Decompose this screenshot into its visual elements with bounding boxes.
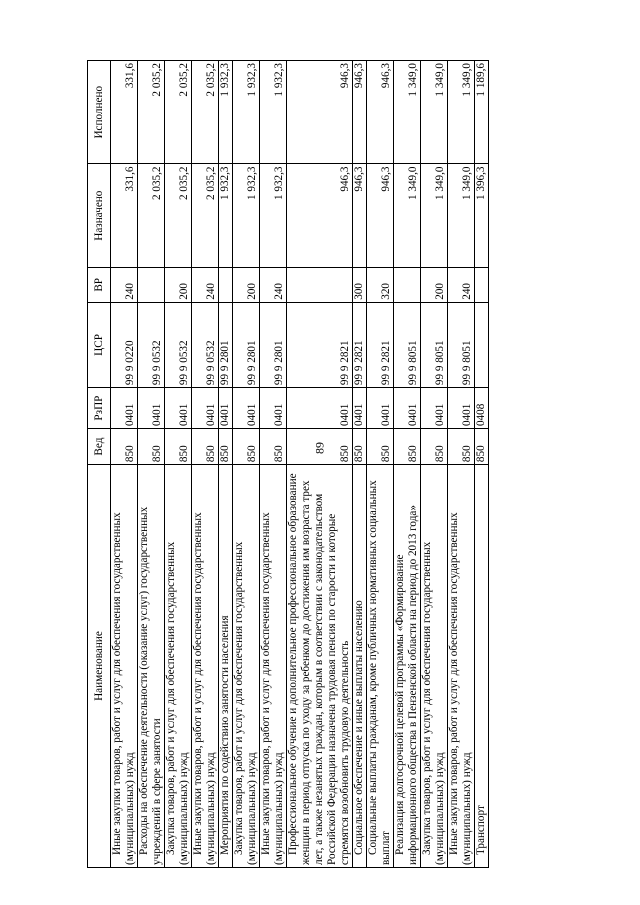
row-rzpr: 0401 bbox=[421, 388, 448, 429]
row-ved: 850 bbox=[448, 429, 475, 465]
row-csr: 99 9 8051 bbox=[448, 302, 475, 387]
row-rzpr: 0401 bbox=[448, 388, 475, 429]
row-csr: 99 9 2821 bbox=[287, 302, 353, 387]
row-executed: 1 932,3 bbox=[260, 61, 287, 164]
table-row bbox=[394, 61, 421, 868]
row-csr: 99 9 8051 bbox=[421, 302, 448, 387]
row-assigned: 946,3 bbox=[353, 164, 367, 267]
table-row bbox=[111, 61, 138, 868]
table-row bbox=[367, 61, 394, 868]
row-name: Иные закупки товаров, работ и услуг для обеспечения государственных (муниципальных) нужд bbox=[260, 465, 287, 868]
row-csr bbox=[475, 302, 489, 387]
row-rzpr: 0401 bbox=[111, 388, 138, 429]
row-vr bbox=[394, 267, 421, 302]
rotated-table-container bbox=[87, 60, 489, 868]
row-vr: 200 bbox=[165, 267, 192, 302]
row-executed: 1 932,3 bbox=[219, 61, 233, 164]
row-csr: 99 9 2821 bbox=[353, 302, 367, 387]
row-executed: 2 035,2 bbox=[192, 61, 219, 164]
row-csr: 99 9 0220 bbox=[111, 302, 138, 387]
row-name: Закупка товаров, работ и услуг для обеспечения государственных (муниципальных) нужд bbox=[421, 465, 448, 868]
header-rzpr: РзПР bbox=[88, 388, 111, 429]
row-vr bbox=[219, 267, 233, 302]
row-ved: 850 bbox=[353, 429, 367, 465]
row-name: Социальные выплаты гражданам, кроме публичных нормативных социальных выплат bbox=[367, 465, 394, 868]
row-executed: 331,6 bbox=[111, 61, 138, 164]
row-executed: 1 932,3 bbox=[233, 61, 260, 164]
row-ved: 850 bbox=[138, 429, 165, 465]
header-ved: Вед bbox=[88, 429, 111, 465]
row-executed: 946,3 bbox=[353, 61, 367, 164]
row-executed: 2 035,2 bbox=[138, 61, 165, 164]
row-executed: 2 035,2 bbox=[165, 61, 192, 164]
row-rzpr: 0401 bbox=[260, 388, 287, 429]
row-assigned: 2 035,2 bbox=[192, 164, 219, 267]
table-row bbox=[421, 61, 448, 868]
table-row bbox=[353, 61, 367, 868]
row-name: Иные закупки товаров, работ и услуг для обеспечения государственных (муниципальных) нужд bbox=[448, 465, 475, 868]
row-rzpr: 0401 bbox=[367, 388, 394, 429]
row-ved: 850 bbox=[111, 429, 138, 465]
table-row bbox=[475, 61, 489, 868]
row-vr bbox=[138, 267, 165, 302]
row-csr: 99 9 0532 bbox=[165, 302, 192, 387]
row-ved: 850 bbox=[367, 429, 394, 465]
row-csr: 99 9 0532 bbox=[138, 302, 165, 387]
row-assigned: 2 035,2 bbox=[165, 164, 192, 267]
row-ved: 850 bbox=[421, 429, 448, 465]
row-csr: 99 9 2821 bbox=[367, 302, 394, 387]
row-name: Иные закупки товаров, работ и услуг для обеспечения государственных (муниципальных) нужд bbox=[192, 465, 219, 868]
row-assigned: 946,3 bbox=[287, 164, 353, 267]
row-ved: 850 bbox=[260, 429, 287, 465]
budget-table bbox=[87, 60, 489, 868]
row-vr bbox=[287, 267, 353, 302]
row-executed: 1 349,0 bbox=[394, 61, 421, 164]
row-name: Закупка товаров, работ и услуг для обеспечения государственных (муниципальных) нужд bbox=[165, 465, 192, 868]
row-name: Реализация долгосрочной целевой программы «Формирование информационного общества в Пензенской области на период до 2013 года» bbox=[394, 465, 421, 868]
row-rzpr: 0401 bbox=[138, 388, 165, 429]
row-vr: 240 bbox=[260, 267, 287, 302]
table-row bbox=[138, 61, 165, 868]
row-name: Профессиональное обучение и дополнительное профессиональное образование женщин в период отпуска по уходу за ребенком до достижения им возраста трех лет, а также незанятых граждан, которым в соответствии с законодательством Российской Федерации назначена трудовая пенсия по старости и которые стремятся возобновить трудовую деятельность bbox=[287, 465, 353, 868]
row-name: Иные закупки товаров, работ и услуг для обеспечения государственных (муниципальных) нужд bbox=[111, 465, 138, 868]
row-ved: 850 bbox=[233, 429, 260, 465]
row-assigned: 331,6 bbox=[111, 164, 138, 267]
row-rzpr: 0401 bbox=[287, 388, 353, 429]
table-row bbox=[192, 61, 219, 868]
row-rzpr: 0401 bbox=[165, 388, 192, 429]
table-header-row bbox=[88, 61, 111, 868]
row-executed: 946,3 bbox=[367, 61, 394, 164]
row-csr: 99 9 0532 bbox=[192, 302, 219, 387]
row-rzpr: 0401 bbox=[353, 388, 367, 429]
row-vr: 300 bbox=[353, 267, 367, 302]
row-assigned: 946,3 bbox=[367, 164, 394, 267]
row-ved: 850 bbox=[287, 429, 353, 465]
row-ved: 850 bbox=[394, 429, 421, 465]
row-ved: 850 bbox=[192, 429, 219, 465]
row-name: Мероприятия по содействию занятости населения bbox=[219, 465, 233, 868]
table-row bbox=[260, 61, 287, 868]
header-csr: ЦСР bbox=[88, 302, 111, 387]
row-rzpr: 0401 bbox=[219, 388, 233, 429]
table-row bbox=[448, 61, 475, 868]
row-assigned: 2 035,2 bbox=[138, 164, 165, 267]
page-number: 89 bbox=[312, 442, 327, 454]
table-row bbox=[165, 61, 192, 868]
row-assigned: 1 349,0 bbox=[421, 164, 448, 267]
row-rzpr: 0401 bbox=[394, 388, 421, 429]
row-vr: 240 bbox=[192, 267, 219, 302]
row-vr: 200 bbox=[421, 267, 448, 302]
row-ved: 850 bbox=[165, 429, 192, 465]
row-assigned: 1 932,3 bbox=[260, 164, 287, 267]
row-name: Транспорт bbox=[475, 465, 489, 868]
header-executed: Исполнено bbox=[88, 61, 111, 164]
row-vr: 320 bbox=[367, 267, 394, 302]
row-assigned: 1 932,3 bbox=[219, 164, 233, 267]
row-executed: 1 189,6 bbox=[475, 61, 489, 164]
row-rzpr: 0401 bbox=[233, 388, 260, 429]
row-vr: 240 bbox=[111, 267, 138, 302]
row-assigned: 1 349,0 bbox=[448, 164, 475, 267]
row-assigned: 1 932,3 bbox=[233, 164, 260, 267]
row-name: Закупка товаров, работ и услуг для обеспечения государственных (муниципальных) нужд bbox=[233, 465, 260, 868]
row-executed: 946,3 bbox=[287, 61, 353, 164]
row-assigned: 1 396,3 bbox=[475, 164, 489, 267]
row-rzpr: 0408 bbox=[475, 388, 489, 429]
table-row bbox=[287, 61, 353, 868]
row-assigned: 1 349,0 bbox=[394, 164, 421, 267]
header-name: Наименование bbox=[88, 465, 111, 868]
row-ved: 850 bbox=[475, 429, 489, 465]
table-row bbox=[233, 61, 260, 868]
row-vr bbox=[475, 267, 489, 302]
table-row bbox=[219, 61, 233, 868]
header-assigned: Назначено bbox=[88, 164, 111, 267]
row-executed: 1 349,0 bbox=[421, 61, 448, 164]
row-csr: 99 9 2801 bbox=[219, 302, 233, 387]
row-csr: 99 9 8051 bbox=[394, 302, 421, 387]
row-name: Социальное обеспечение и иные выплаты населению bbox=[353, 465, 367, 868]
row-name: Расходы на обеспечение деятельности (оказание услуг) государственных учреждений в сфере занятости bbox=[138, 465, 165, 868]
row-executed: 1 349,0 bbox=[448, 61, 475, 164]
row-ved: 850 bbox=[219, 429, 233, 465]
row-csr: 99 9 2801 bbox=[233, 302, 260, 387]
row-vr: 240 bbox=[448, 267, 475, 302]
row-vr: 200 bbox=[233, 267, 260, 302]
row-csr: 99 9 2801 bbox=[260, 302, 287, 387]
row-rzpr: 0401 bbox=[192, 388, 219, 429]
header-vr: ВР bbox=[88, 267, 111, 302]
